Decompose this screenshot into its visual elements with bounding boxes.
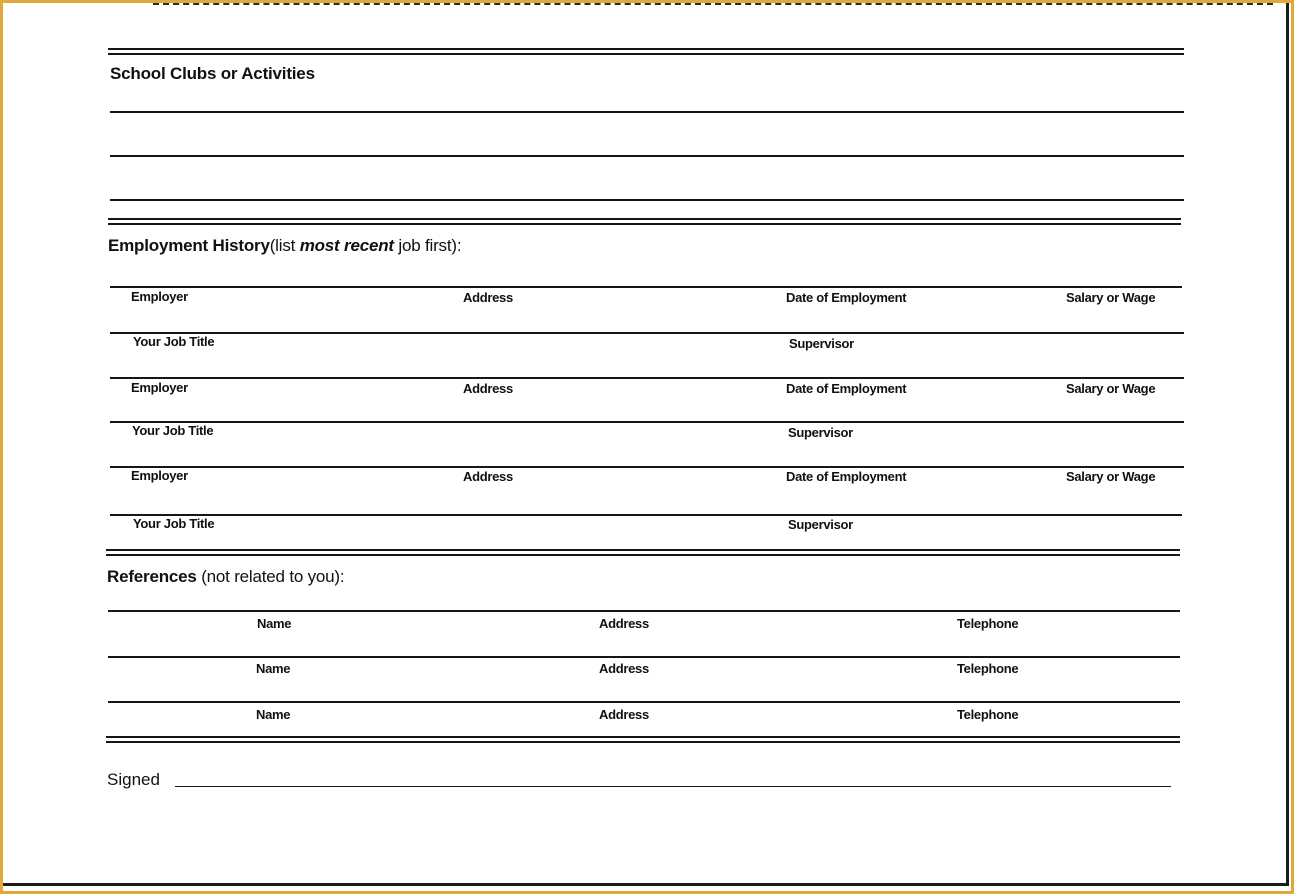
employer-line-2[interactable]	[110, 377, 1184, 379]
supervisor-label: Supervisor	[789, 336, 854, 351]
reference-line-2[interactable]	[108, 656, 1180, 658]
employer-label: Employer	[131, 289, 188, 304]
supervisor-label: Supervisor	[788, 517, 853, 532]
reference-line-1[interactable]	[108, 610, 1180, 612]
section-divider-top	[108, 48, 1184, 55]
reference-address-label: Address	[599, 661, 649, 676]
employment-title: Employment History	[108, 236, 270, 255]
reference-name-label: Name	[257, 616, 292, 631]
reference-telephone-label: Telephone	[957, 707, 1019, 722]
clubs-line-3[interactable]	[110, 199, 1184, 201]
date-of-employment-label: Date of Employment	[786, 469, 907, 484]
section-divider-employment	[108, 218, 1181, 225]
clubs-line-2[interactable]	[110, 155, 1184, 157]
references-hint: (not related to you):	[196, 567, 345, 586]
job-title-label: Your Job Title	[133, 516, 215, 531]
employment-heading	[108, 236, 461, 256]
employer-line-3[interactable]	[110, 466, 1184, 468]
employer-address-label: Address	[463, 381, 513, 396]
clubs-line-1[interactable]	[110, 111, 1184, 113]
sheet-right-edge	[1286, 3, 1289, 885]
references-title: References	[107, 567, 197, 586]
reference-telephone-label: Telephone	[957, 661, 1019, 676]
reference-name-label: Name	[256, 707, 291, 722]
employer-label: Employer	[131, 380, 188, 395]
date-of-employment-label: Date of Employment	[786, 290, 907, 305]
reference-telephone-label: Telephone	[957, 616, 1019, 631]
salary-label: Salary or Wage	[1066, 469, 1156, 484]
employer-address-label: Address	[463, 469, 513, 484]
clubs-heading: School Clubs or Activities	[110, 64, 315, 83]
job-title-label: Your Job Title	[132, 423, 214, 438]
section-divider-references	[106, 549, 1180, 556]
supervisor-label: Supervisor	[788, 425, 853, 440]
employer-address-label: Address	[463, 290, 513, 305]
job-title-line-3[interactable]	[110, 514, 1182, 516]
employer-label: Employer	[131, 468, 188, 483]
job-title-line-2[interactable]	[110, 421, 1184, 423]
job-title-label: Your Job Title	[133, 334, 215, 349]
employment-hint-suffix: job first):	[393, 236, 462, 255]
section-divider-signature	[106, 736, 1180, 743]
job-title-line-1[interactable]	[110, 332, 1184, 334]
torn-top-edge	[153, 3, 1273, 7]
employment-hint-prefix: (list	[269, 236, 300, 255]
signed-label: Signed	[107, 770, 160, 789]
reference-address-label: Address	[599, 707, 649, 722]
signature-line[interactable]	[175, 786, 1171, 787]
date-of-employment-label: Date of Employment	[786, 381, 907, 396]
sheet-bottom-edge	[3, 883, 1289, 886]
form-sheet	[3, 3, 1291, 891]
salary-label: Salary or Wage	[1066, 381, 1156, 396]
employment-hint-emphasis: most recent	[299, 236, 394, 255]
employer-line-1[interactable]	[110, 286, 1182, 288]
reference-address-label: Address	[599, 616, 649, 631]
reference-line-3[interactable]	[108, 701, 1180, 703]
salary-label: Salary or Wage	[1066, 290, 1156, 305]
references-heading	[107, 567, 344, 587]
reference-name-label: Name	[256, 661, 291, 676]
